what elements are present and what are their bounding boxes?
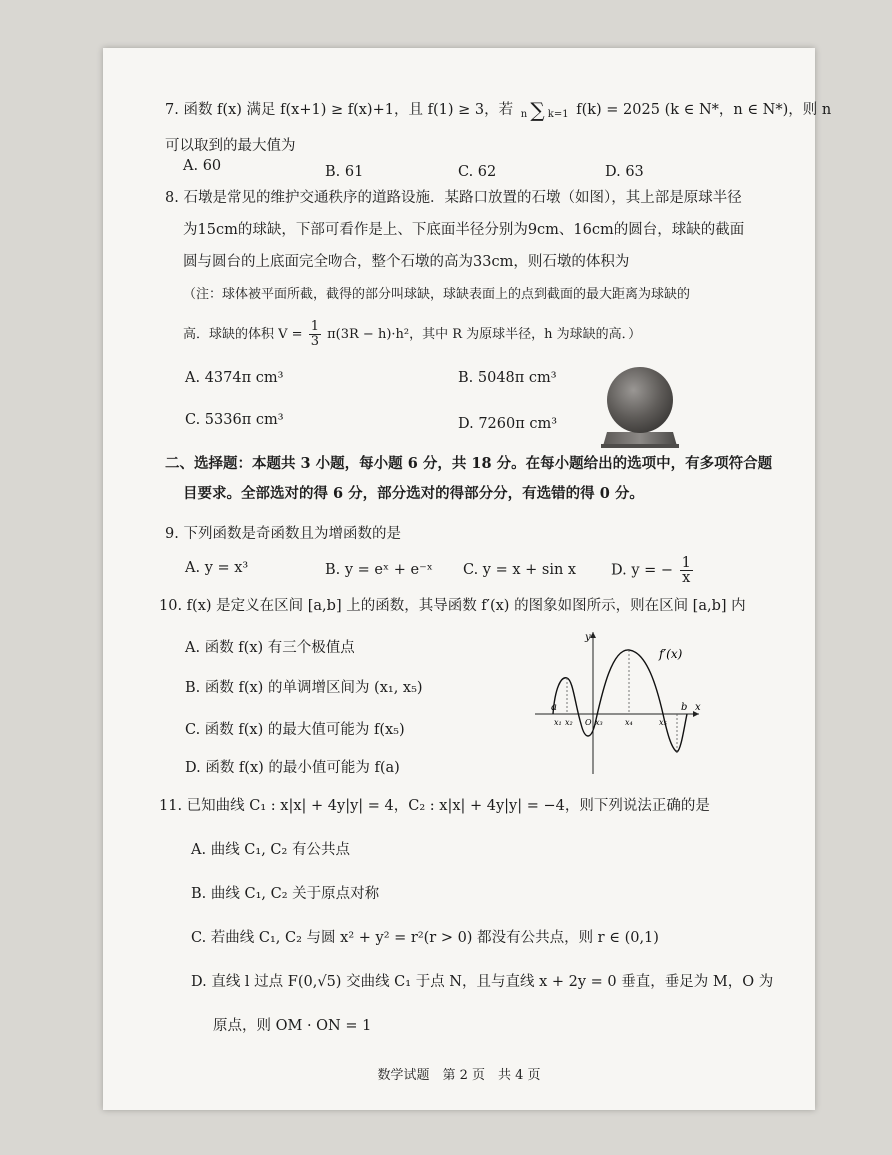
page-footer: 数学试题 第 2 页 共 4 页 (377, 1068, 541, 1083)
q11-option-d-continued: 原点，则 OM · ON = 1 (213, 1018, 372, 1034)
label-a: a (551, 702, 557, 713)
derivative-curve (553, 650, 687, 752)
q8-stem-line1: 8. 石墩是常见的维护交通秩序的道路设施．某路口放置的石墩（如图），其上部是原球半径 (165, 190, 742, 206)
section2-heading-line1: 二、选择题：本题共 3 小题，每小题 6 分，共 18 分。在每小题给出的选项中，有多项符合题 (165, 455, 773, 472)
q7-option-a: A. 60 (183, 158, 222, 174)
stone-pier-image (595, 360, 685, 450)
derivative-graph (529, 628, 705, 778)
q7-stem-line2: 可以取到的最大值为 (165, 138, 296, 154)
q9-option-c: C. y = x + sin x (463, 562, 577, 578)
label-x-axis: x (695, 702, 701, 713)
q8-option-d: D. 7260π cm³ (458, 416, 558, 432)
label-origin: O (585, 718, 592, 727)
q9-stem: 9. 下列函数是奇函数且为增函数的是 (165, 526, 401, 542)
q10-option-d: D. 函数 f(x) 的最小值可能为 f(a) (185, 760, 400, 776)
q7-option-c: C. 62 (458, 164, 497, 180)
q10-stem: 10. f(x) 是定义在区间 [a,b] 上的函数，其导函数 f′(x) 的图象如图所示，则在区间 [a,b] 内 (159, 598, 746, 614)
q8-option-c: C. 5336π cm³ (185, 412, 284, 428)
q9-option-a: A. y = x³ (185, 560, 249, 576)
q8-note-line1: （注：球体被平面所截，截得的部分叫球缺，球缺表面上的点到截面的最大距离为球缺的 (183, 287, 691, 302)
q10-option-c: C. 函数 f(x) 的最大值可能为 f(x₅) (185, 722, 405, 738)
label-x4: x₄ (625, 718, 633, 727)
section2-heading-line2: 目要求。全部选对的得 6 分，部分选对的得部分分，有选错的得 0 分。 (183, 485, 644, 502)
fraction-one-over-x: $\frac{1}{x}$ (681, 555, 691, 586)
q11-option-b: B. 曲线 C₁, C₂ 关于原点对称 (191, 886, 380, 902)
q11-option-c: C. 若曲线 C₁, C₂ 与圆 x² + y² = r²(r > 0) 都没有公共点，则 r ∈ (0,1) (191, 930, 659, 946)
q11-option-d: D. 直线 l 过点 F(0,√5) 交曲线 C₁ 于点 N，且与直线 x + 2y = 0 垂直，垂足为 M，O 为 (191, 974, 774, 990)
label-x2: x₂ (565, 718, 573, 727)
label-y-axis: y (585, 632, 591, 643)
q11-option-a: A. 曲线 C₁, C₂ 有公共点 (191, 842, 350, 858)
q8-note-line2: 高．球缺的体积 V = $\frac{1}{3}$ π(3R − h)·h²，其中 R 为原球半径，h 为球缺的高．） (183, 319, 642, 349)
label-x3: x₃ (595, 718, 603, 727)
q8-option-a: A. 4374π cm³ (185, 370, 284, 386)
q7-stem-line1: 7. 函数 f(x) 满足 f(x+1) ≥ f(x)+1，且 f(1) ≥ 3，若 n ∑ k=1 f(k) = 2025 (k ∈ N*，n ∈ N*)，则 n (165, 98, 832, 122)
curve-label: f′(x) (659, 647, 683, 661)
q9-option-b: B. y = eˣ + e⁻ˣ (325, 562, 433, 578)
q11-stem: 11. 已知曲线 C₁ : x|x| + 4y|y| = 4，C₂ : x|x| + 4y|y| = −4，则下列说法正确的是 (159, 798, 710, 814)
q9-option-d: D. y = − $\frac{1}{x}$ (611, 555, 691, 586)
label-x1: x₁ (554, 718, 562, 727)
summation-symbol: n ∑ k=1 (520, 98, 569, 122)
q7-option-b: B. 61 (325, 164, 364, 180)
q10-option-a: A. 函数 f(x) 有三个极值点 (185, 640, 355, 656)
label-x5: x₅ (659, 718, 667, 727)
fraction-one-third: $\frac{1}{3}$ (310, 319, 319, 349)
q8-stem-line3: 圆与圆台的上底面完全吻合，整个石墩的高为33cm，则石墩的体积为 (183, 254, 630, 270)
q8-option-b: B. 5048π cm³ (458, 370, 557, 386)
q8-stem-line2: 为15cm的球缺，下部可看作是上、下底面半径分别为9cm、16cm的圆台，球缺的截面 (183, 222, 745, 238)
q10-option-b: B. 函数 f(x) 的单调增区间为 (x₁, x₅) (185, 680, 423, 696)
exam-page (103, 48, 832, 1110)
q7-option-d: D. 63 (605, 164, 644, 180)
label-b: b (681, 702, 688, 713)
